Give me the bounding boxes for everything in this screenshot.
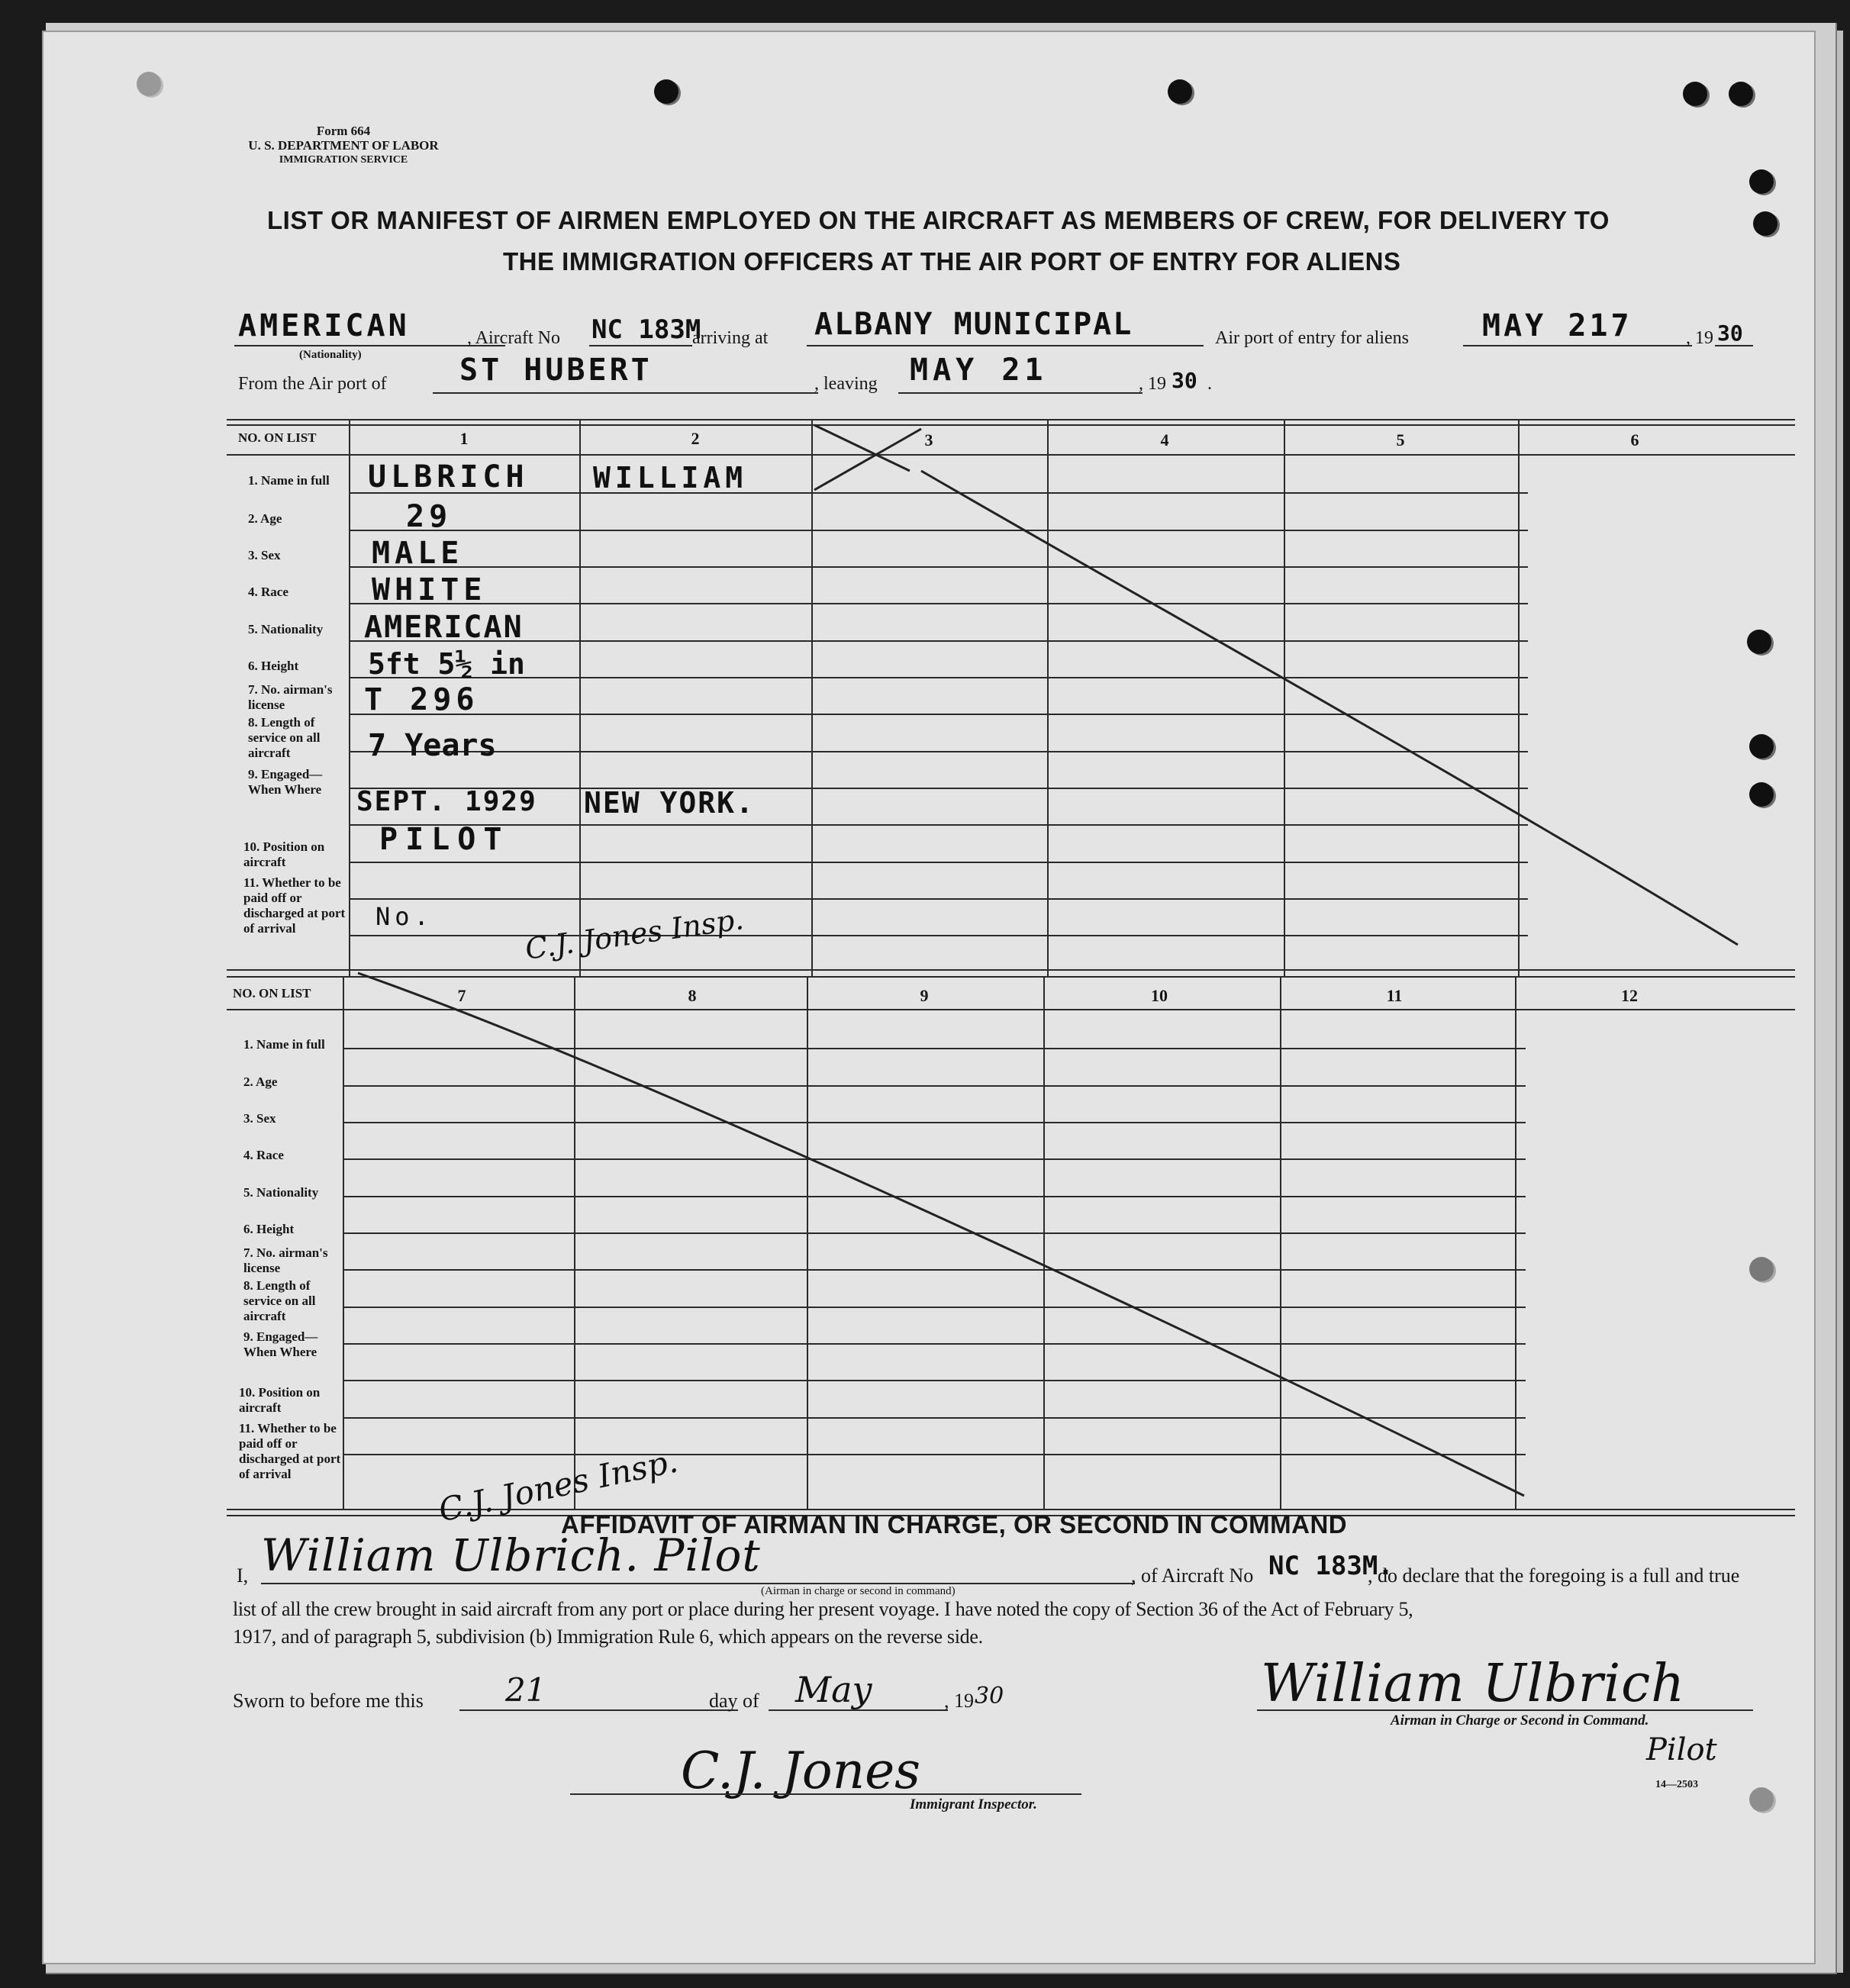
column-number: 2: [691, 429, 700, 448]
signature-caption: Airman in Charge or Second in Command.: [1391, 1713, 1649, 1729]
row-label-name: 1. Name in full: [248, 473, 330, 488]
column-number: 7: [457, 986, 466, 1005]
entry-name-last: ULBRICH: [368, 459, 529, 495]
column-number: 9: [920, 986, 929, 1005]
leaving-year-prefix: , 19: [1139, 374, 1166, 394]
affidavit-aircraft-label: , of Aircraft No: [1131, 1564, 1254, 1587]
nationality-value: AMERICAN: [238, 308, 410, 343]
entry-race: WHITE: [372, 572, 487, 607]
title-line-1: LIST OR MANIFEST OF AIRMEN EMPLOYED ON THE AIRCRAFT AS MEMBERS OF CREW, FOR DELIVERY TO: [267, 206, 1610, 234]
row-label-nationality-2: 5. Nationality: [243, 1185, 319, 1200]
aircraft-label: , Aircraft No: [467, 328, 560, 348]
airman-signature: William Ulbrich: [1261, 1654, 1686, 1714]
column-number: 12: [1621, 986, 1638, 1005]
column-number: 6: [1630, 430, 1639, 449]
form-code: 14—2503: [1655, 1779, 1698, 1790]
department: U. S. DEPARTMENT OF LABOR: [248, 138, 439, 153]
no-on-list-label-2: NO. ON LIST: [233, 986, 311, 1000]
sworn-label: Sworn to before me this: [233, 1690, 424, 1712]
arriving-label: arriving at: [692, 328, 769, 348]
row-label-age-2: 2. Age: [243, 1075, 278, 1089]
leaving-end: .: [1207, 374, 1212, 394]
affidavit-declare-text: , do declare that the foregoing is a full and true: [1368, 1564, 1740, 1587]
entry-age: 29: [406, 499, 453, 534]
service: IMMIGRATION SERVICE: [279, 154, 408, 166]
column-number: 1: [459, 429, 469, 448]
row-label-sex-2: 3. Sex: [243, 1111, 276, 1126]
entry-service: 7 Years: [368, 728, 497, 763]
inspector-signature: C.J. Jones: [681, 1742, 921, 1800]
manifest-form: [42, 31, 1816, 1964]
row-label-license-2: 7. No. airman's license: [243, 1245, 328, 1275]
affidavit-aircraft-number: NC 183M.: [1268, 1551, 1394, 1581]
row-label-sex: 3. Sex: [248, 548, 281, 562]
row-label-license: 7. No. airman's license: [248, 682, 333, 712]
row-label-race: 4. Race: [248, 585, 288, 599]
sworn-year: 30: [975, 1683, 1004, 1709]
arriving-at-value: ALBANY MUNICIPAL: [814, 307, 1133, 342]
aircraft-number: NC 183M: [591, 314, 701, 345]
affidavit-i-label: I,: [237, 1564, 249, 1587]
column-number: 11: [1386, 986, 1403, 1005]
row-label-height-2: 6. Height: [243, 1222, 295, 1236]
entry-height: 5ft 5½ in: [368, 647, 525, 681]
column-number: 3: [924, 430, 933, 449]
from-label: From the Air port of: [238, 374, 387, 394]
signature-title: Pilot: [1646, 1732, 1717, 1767]
entry-sex: MALE: [372, 536, 464, 571]
entry-engaged-where: NEW YORK.: [584, 786, 755, 820]
airport-label: Air port of entry for aliens: [1215, 328, 1409, 348]
row-label-position-2: 10. Position on aircraft: [239, 1385, 321, 1415]
from-airport: ST HUBERT: [459, 353, 653, 388]
row-label-discharged-2: 11. Whether to be paid off or discharged at port of arrival: [239, 1421, 341, 1481]
form-number: Form 664: [316, 124, 371, 138]
affidavit-body-line-1: list of all the crew brought in said aircraft from any port or place during her present voyage. I have noted the copy of Section 36 of the Act of February 5,: [233, 1598, 1413, 1620]
arrival-date: MAY 217: [1482, 308, 1632, 343]
row-label-name-2: 1. Name in full: [243, 1037, 325, 1052]
row-label-height: 6. Height: [248, 659, 299, 673]
row-label-age: 2. Age: [248, 511, 282, 526]
entry-name-first: WILLIAM: [593, 461, 748, 495]
affidavit-airman-caption: (Airman in charge or second in command): [761, 1585, 956, 1597]
row-label-engaged-2: 9. Engaged— When Where: [243, 1329, 318, 1359]
column-number: 10: [1151, 986, 1168, 1005]
row-label-engaged: 9. Engaged— When Where: [248, 767, 323, 797]
affidavit-airman: William Ulbrich. Pilot: [261, 1529, 761, 1581]
leaving-label: , leaving: [814, 374, 878, 394]
column-number: 5: [1396, 430, 1405, 449]
column-number: 4: [1160, 430, 1169, 449]
row-label-nationality: 5. Nationality: [248, 622, 324, 636]
sworn-month: May: [795, 1669, 872, 1710]
entry-license: T 296: [364, 682, 479, 717]
arrival-year: 30: [1717, 321, 1743, 346]
day-of-label: day of: [709, 1690, 759, 1712]
arrival-year-prefix: , 19: [1686, 328, 1713, 348]
affidavit-body-line-2: 1917, and of paragraph 5, subdivision (b) Immigration Rule 6, which appears on the reverse side.: [233, 1626, 983, 1648]
nationality-caption: (Nationality): [299, 349, 362, 361]
entry-position: PILOT: [379, 822, 510, 857]
inspector-initials-2: C.J. Jones Insp.: [435, 1442, 682, 1529]
inspector-caption: Immigrant Inspector.: [910, 1796, 1037, 1812]
inspector-initials: C.J. Jones Insp.: [523, 902, 746, 966]
entry-engaged-when: SEPT. 1929: [356, 786, 537, 817]
leaving-year: 30: [1172, 368, 1197, 393]
title-line-2: THE IMMIGRATION OFFICERS AT THE AIR PORT OF ENTRY FOR ALIENS: [503, 247, 1401, 275]
row-label-race-2: 4. Race: [243, 1148, 284, 1162]
row-label-discharged: 11. Whether to be paid off or discharged at port of arrival: [243, 875, 346, 936]
row-label-service: 8. Length of service on all aircraft: [248, 715, 321, 760]
column-number: 8: [688, 986, 697, 1005]
no-on-list-label: NO. ON LIST: [238, 430, 317, 445]
sworn-year-prefix: , 19: [944, 1690, 974, 1712]
leaving-date: MAY 21: [910, 353, 1048, 388]
entry-discharged: No.: [375, 902, 433, 931]
affidavit-title: AFFIDAVIT OF AIRMAN IN CHARGE, OR SECOND IN COMMAND: [561, 1510, 1348, 1539]
sworn-day: 21: [505, 1671, 546, 1709]
entry-nationality: AMERICAN: [364, 610, 524, 645]
row-label-service-2: 8. Length of service on all aircraft: [243, 1278, 316, 1323]
row-label-position: 10. Position on aircraft: [243, 839, 325, 869]
